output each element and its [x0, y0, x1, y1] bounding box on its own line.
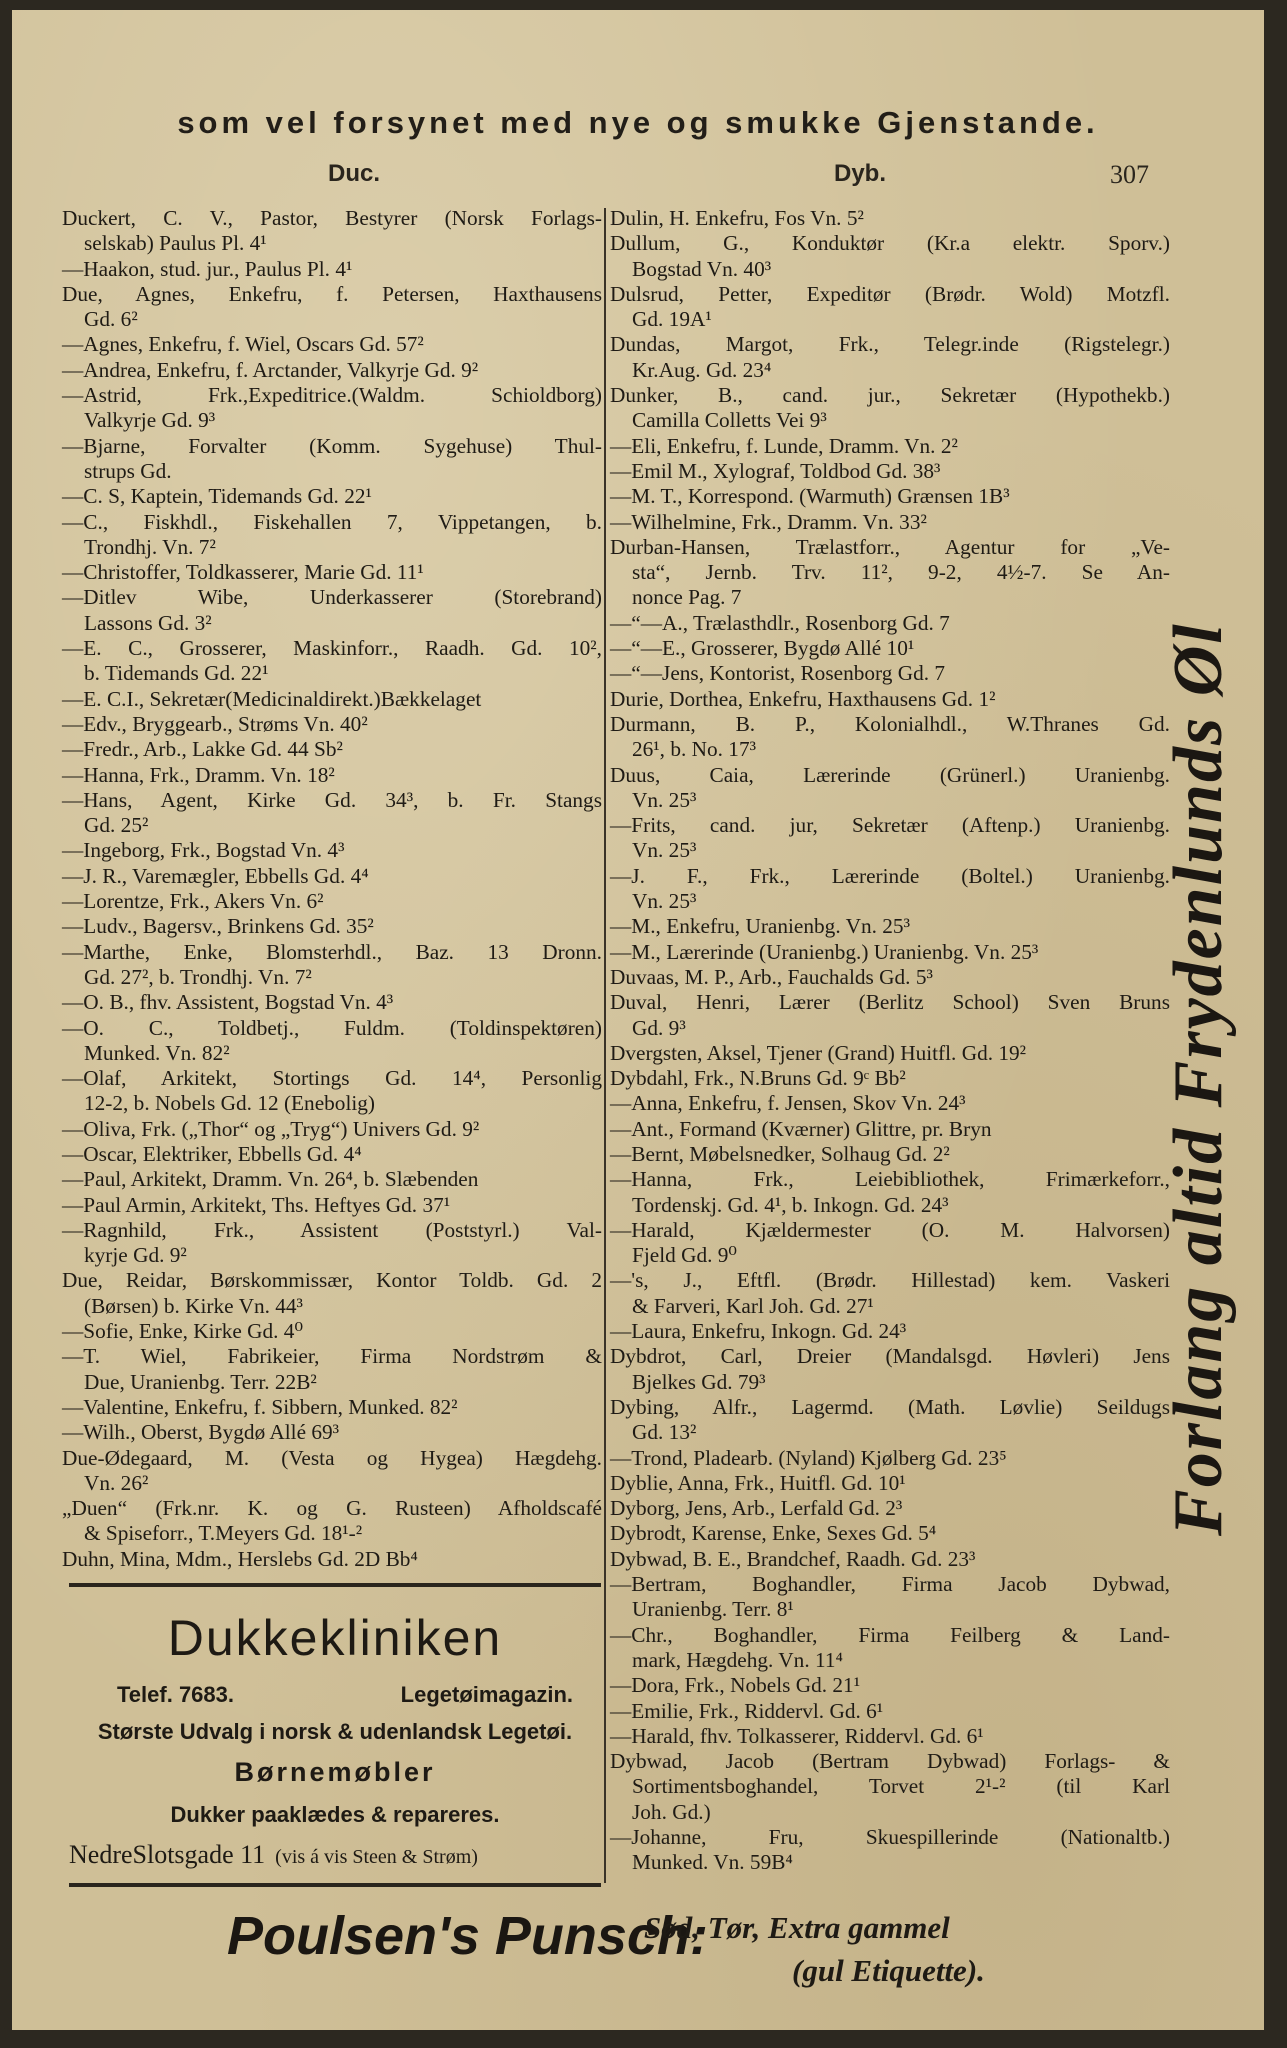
directory-line: Dulin, H. Enkefru, Fos Vn. 5²	[610, 206, 864, 230]
directory-page	[12, 10, 1264, 2030]
directory-line: Kr.Aug. Gd. 23⁴	[632, 357, 772, 382]
directory-line: Bjelkes Gd. 79³	[632, 1369, 766, 1394]
directory-line: —Harald, Kjældermester (O. M. Halvorsen)	[610, 1217, 1170, 1242]
directory-line: Due, Uranienbg. Terr. 22B²	[84, 1369, 317, 1394]
directory-line: Vn. 25³	[632, 889, 697, 914]
directory-line: Lassons Gd. 3²	[84, 610, 212, 635]
directory-line: —Chr., Boghandler, Firma Feilberg & Land-	[610, 1622, 1170, 1647]
directory-line: Sortimentsboghandel, Torvet 2¹-² (til Karl	[632, 1774, 1170, 1799]
directory-line: —Fredr., Arb., Lakke Gd. 44 Sb²	[62, 737, 343, 762]
directory-line: Trondhj. Vn. 7²	[84, 534, 216, 559]
directory-line: —“—Jens, Kontorist, Rosenborg Gd. 7	[610, 661, 946, 686]
directory-line: Gd. 27², b. Trondhj. Vn. 7²	[84, 964, 312, 989]
directory-line: Due-Ødegaard, M. (Vesta og Hygea) Hægdehg.	[62, 1445, 602, 1470]
directory-line: —Hanna, Frk., Dramm. Vn. 18²	[62, 762, 335, 787]
directory-line: Munked. Vn. 59B⁴	[632, 1850, 793, 1875]
directory-line: Durmann, B. P., Kolonialhdl., W.Thranes Gd.	[610, 711, 1170, 736]
directory-line: Dyborg, Jens, Arb., Lerfald Gd. 2³	[610, 1496, 903, 1521]
directory-line: —E. C.I., Sekretær(Medicinaldirekt.)Bækkelaget	[62, 686, 482, 711]
directory-line: Duhn, Mina, Mdm., Herslebs Gd. 2D Bb⁴	[62, 1546, 418, 1571]
directory-line: Gd. 6²	[84, 307, 138, 332]
directory-line: —Wilh., Oberst, Bygdø Allé 69³	[62, 1420, 340, 1445]
directory-line: Dybdahl, Frk., N.Bruns Gd. 9ᶜ Bb²	[610, 1066, 906, 1091]
directory-line: —Emil M., Xylograf, Toldbod Gd. 38³	[610, 458, 941, 483]
directory-line: —Bertram, Boghandler, Firma Jacob Dybwad,	[610, 1572, 1170, 1597]
directory-line: —Astrid, Frk.,Expeditrice.(Waldm. Schioldborg)	[62, 383, 602, 408]
directory-line: —Ant., Formand (Kværner) Glittre, pr. Bryn	[610, 1116, 992, 1141]
ad-title: Dukkekliniken	[167, 1610, 503, 1666]
directory-line: Gd. 19A¹	[632, 307, 712, 332]
directory-line: —Ingeborg, Frk., Bogstad Vn. 4³	[62, 838, 345, 863]
directory-line: Dullum, G., Konduktør (Kr.a elektr. Sporv.)	[610, 231, 1170, 256]
directory-line: —Valentine, Enkefru, f. Sibbern, Munked. 82²	[62, 1394, 458, 1419]
ad-line-repair: Dukker paaklædes & repareres.	[170, 1802, 500, 1827]
directory-line: Dybwad, B. E., Brandchef, Raadh. Gd. 23³	[610, 1546, 976, 1571]
ad-rule-bottom	[69, 1883, 601, 1887]
directory-line: Vn. 25³	[632, 787, 697, 812]
directory-line: —Laura, Enkefru, Inkogn. Gd. 24³	[610, 1319, 907, 1344]
directory-line: —O. B., fhv. Assistent, Bogstad Vn. 4³	[62, 990, 394, 1015]
directory-line: —Anna, Enkefru, f. Jensen, Skov Vn. 24³	[610, 1091, 966, 1116]
directory-line: —“—A., Trælasthdlr., Rosenborg Gd. 7	[610, 610, 950, 635]
directory-line: Due, Agnes, Enkefru, f. Petersen, Haxthausens	[62, 281, 602, 306]
directory-line: Vn. 26²	[84, 1470, 149, 1495]
directory-line: Camilla Colletts Vei 9³	[632, 408, 827, 433]
directory-line: —Agnes, Enkefru, f. Wiel, Oscars Gd. 57²	[62, 332, 424, 357]
directory-line: Uranienbg. Terr. 8¹	[632, 1597, 794, 1622]
directory-line: —“—E., Grosserer, Bygdø Allé 10¹	[610, 636, 915, 661]
directory-line: —'s, J., Eftfl. (Brødr. Hillestad) kem. Vaskeri	[610, 1268, 1170, 1293]
directory-line: —Hans, Agent, Kirke Gd. 34³, b. Fr. Stangs	[62, 787, 602, 812]
directory-line: b. Tidemands Gd. 22¹	[84, 661, 269, 686]
bottom-advert-brand: Poulsen's Punsch:	[227, 1906, 708, 1966]
directory-line: Dvergsten, Aksel, Tjener (Grand) Huitfl. Gd. 19²	[610, 1040, 1027, 1065]
directory-line: —Hanna, Frk., Leiebibliothek, Frimærkeforr.,	[610, 1167, 1170, 1192]
directory-line: —C. S, Kaptein, Tidemands Gd. 22¹	[62, 484, 372, 509]
directory-line: —Eli, Enkefru, f. Lunde, Dramm. Vn. 2²	[610, 433, 958, 458]
directory-line: —M., Lærerinde (Uranienbg.) Uranienbg. Vn. 25³	[610, 939, 1039, 964]
directory-line: Dybwad, Jacob (Bertram Dybwad) Forlags- &	[610, 1749, 1170, 1774]
directory-line: —Lorentze, Frk., Akers Vn. 6²	[62, 889, 324, 914]
directory-line: —Bjarne, Forvalter (Komm. Sygehuse) Thul-	[62, 433, 602, 458]
directory-line: Dybing, Alfr., Lagermd. (Math. Løvlie) Seildugs	[610, 1394, 1170, 1419]
directory-line: —Paul, Arkitekt, Dramm. Vn. 26⁴, b. Slæbenden	[62, 1167, 479, 1192]
directory-line: Dybdrot, Carl, Dreier (Mandalsgd. Høvleri) Jens	[610, 1344, 1170, 1369]
directory-line: Duckert, C. V., Pastor, Bestyrer (Norsk Forlags-	[62, 206, 602, 230]
directory-line: —O. C., Toldbetj., Fuldm. (Toldinspektøren)	[62, 1015, 602, 1040]
directory-line: Due, Reidar, Børskommissær, Kontor Toldb. Gd. 2	[62, 1268, 602, 1293]
directory-line: —Marthe, Enke, Blomsterhdl., Baz. 13 Dronn.	[62, 939, 602, 964]
directory-line: kyrje Gd. 9²	[84, 1243, 187, 1268]
directory-line: mark, Hægdehg. Vn. 11⁴	[632, 1647, 843, 1672]
directory-line: sta“, Jernb. Trv. 11², 9-2, 4½-7. Se An-	[632, 560, 1170, 585]
directory-line: Bogstad Vn. 40³	[632, 256, 772, 281]
directory-line: —E. C., Grosserer, Maskinforr., Raadh. Gd. 10²,	[62, 636, 602, 661]
directory-line: Gd. 25²	[84, 813, 149, 838]
ad-phone: Telef. 7683.	[117, 1682, 234, 1707]
directory-line: Duvaas, M. P., Arb., Fauchalds Gd. 5³	[610, 964, 933, 989]
directory-line: & Farveri, Karl Joh. Gd. 27¹	[632, 1293, 874, 1318]
directory-line: Vn. 25³	[632, 838, 697, 863]
directory-line: —C., Fiskhdl., Fiskehallen 7, Vippetangen, b.	[62, 509, 602, 534]
ad-line-furniture: Børnemøbler	[234, 1757, 436, 1787]
directory-line: Dybrodt, Karense, Enke, Sexes Gd. 5⁴	[610, 1521, 937, 1546]
bottom-advert-tagline-1: Sød, Tør, Extra gammel	[644, 1910, 950, 1945]
bottom-advert-tagline-2: (gul Etiquette).	[792, 1953, 985, 1988]
dukkekliniken-ad	[69, 1587, 601, 1883]
directory-line: & Spiseforr., T.Meyers Gd. 18¹-²	[84, 1521, 363, 1546]
directory-line: Durie, Dorthea, Enkefru, Haxthausens Gd. 1²	[610, 686, 996, 711]
directory-line: strups Gd.	[84, 458, 172, 483]
directory-line: —Ditlev Wibe, Underkasserer (Storebrand)	[62, 585, 602, 610]
left-column	[62, 206, 602, 1572]
directory-line: Dundas, Margot, Frk., Telegr.inde (Rigstelegr.)	[610, 332, 1170, 357]
directory-line: —Ludv., Bagersv., Brinkens Gd. 35²	[62, 914, 374, 939]
page-number: 307	[1110, 160, 1149, 189]
side-advert-frydenlund: Forlang altid Frydenlunds Øl	[1160, 622, 1237, 1536]
directory-line: —J. F., Frk., Lærerinde (Boltel.) Uranienbg.	[610, 863, 1170, 888]
directory-line: —J. R., Varemægler, Ebbells Gd. 4⁴	[62, 863, 369, 888]
directory-line: —Sofie, Enke, Kirke Gd. 4⁰	[62, 1319, 303, 1344]
directory-line: —Olaf, Arkitekt, Stortings Gd. 14⁴, Personlig	[62, 1066, 602, 1091]
directory-line: —Paul Armin, Arkitekt, Ths. Heftyes Gd. 37¹	[62, 1192, 451, 1217]
directory-line: —Frits, cand. jur, Sekretær (Aftenp.) Uranienbg.	[610, 813, 1170, 838]
ad-address-line	[69, 1840, 601, 1870]
directory-line: —Emilie, Frk., Riddervl. Gd. 6¹	[610, 1698, 884, 1723]
directory-line: Dyblie, Anna, Frk., Huitfl. Gd. 10¹	[610, 1470, 906, 1495]
directory-line: selskab) Paulus Pl. 4¹	[84, 231, 267, 256]
directory-line: —Bernt, Møbelsnedker, Solhaug Gd. 2²	[610, 1141, 950, 1166]
directory-line: Dunker, B., cand. jur., Sekretær (Hypothekb.)	[610, 383, 1170, 408]
directory-line: (Børsen) b. Kirke Vn. 44³	[84, 1293, 303, 1318]
directory-line: —Johanne, Fru, Skuespillerinde (Nationaltb.)	[610, 1825, 1170, 1849]
directory-line: —Ragnhild, Frk., Assistent (Poststyrl.) Val-	[62, 1217, 602, 1242]
directory-line: Durban-Hansen, Trælastforr., Agentur for „Ve-	[610, 534, 1170, 559]
directory-line: —Trond, Pladearb. (Nyland) Kjølberg Gd. 23⁵	[610, 1445, 1007, 1470]
running-head-middle: Dyb.	[834, 160, 887, 187]
top-banner: som vel forsynet med nye og smukke Gjenstande.	[177, 105, 1099, 140]
directory-line: —Wilhelmine, Frk., Dramm. Vn. 33²	[610, 509, 927, 534]
directory-line: Joh. Gd.)	[632, 1799, 711, 1824]
directory-line: —Christoffer, Toldkasserer, Marie Gd. 11¹	[62, 560, 424, 585]
directory-line: —Harald, fhv. Tolkasserer, Riddervl. Gd. 6¹	[610, 1723, 984, 1748]
ad-address-note: (vis á vis Steen & Strøm)	[275, 1846, 478, 1868]
directory-line: Dulsrud, Petter, Expeditør (Brødr. Wold) Motzfl.	[610, 281, 1170, 306]
directory-line: Duus, Caia, Lærerinde (Grünerl.) Uranienbg.	[610, 762, 1170, 787]
column-divider	[604, 208, 606, 1883]
directory-line: —Dora, Frk., Nobels Gd. 21¹	[610, 1673, 861, 1698]
directory-line: Tordenskj. Gd. 4¹, b. Inkogn. Gd. 24³	[632, 1192, 949, 1217]
directory-line: Valkyrje Gd. 9³	[84, 408, 216, 433]
directory-line: 26¹, b. No. 17³	[632, 737, 756, 762]
ad-address: NedreSlotsgade 11	[69, 1840, 266, 1869]
directory-line: —Haakon, stud. jur., Paulus Pl. 4¹	[62, 256, 353, 281]
directory-line: Duval, Henri, Lærer (Berlitz School) Sven Bruns	[610, 990, 1170, 1015]
directory-line: —Oscar, Elektriker, Ebbells Gd. 4⁴	[62, 1141, 362, 1166]
directory-line: —M. T., Korrespond. (Warmuth) Grænsen 1B³	[610, 484, 1010, 509]
directory-line: —Edv., Bryggearb., Strøms Vn. 40²	[62, 711, 368, 736]
directory-line: —Oliva, Frk. („Thor“ og „Tryg“) Univers Gd. 9²	[62, 1116, 480, 1141]
directory-line: nonce Pag. 7	[632, 585, 742, 610]
directory-line: —T. Wiel, Fabrikeier, Firma Nordstrøm &	[62, 1344, 602, 1369]
directory-line: Munked. Vn. 82²	[84, 1040, 230, 1065]
directory-line: 12-2, b. Nobels Gd. 12 (Enebolig)	[84, 1091, 376, 1116]
directory-line: Gd. 13²	[632, 1420, 697, 1445]
directory-line: „Duen“ (Frk.nr. K. og G. Rusteen) Afholdscafé	[62, 1496, 602, 1521]
ad-shop: Legetøimagazin.	[400, 1682, 573, 1707]
right-column	[610, 206, 1170, 1876]
directory-line: —Andrea, Enkefru, f. Arctander, Valkyrje Gd. 9²	[62, 357, 479, 382]
directory-line: Fjeld Gd. 9⁰	[632, 1243, 737, 1268]
ad-line-assortment: Største Udvalg i norsk & udenlandsk Legetøi.	[97, 1719, 573, 1744]
directory-line: Gd. 9³	[632, 1015, 686, 1040]
running-head-left: Duc.	[328, 160, 381, 187]
directory-line: —M., Enkefru, Uranienbg. Vn. 25³	[610, 914, 910, 939]
